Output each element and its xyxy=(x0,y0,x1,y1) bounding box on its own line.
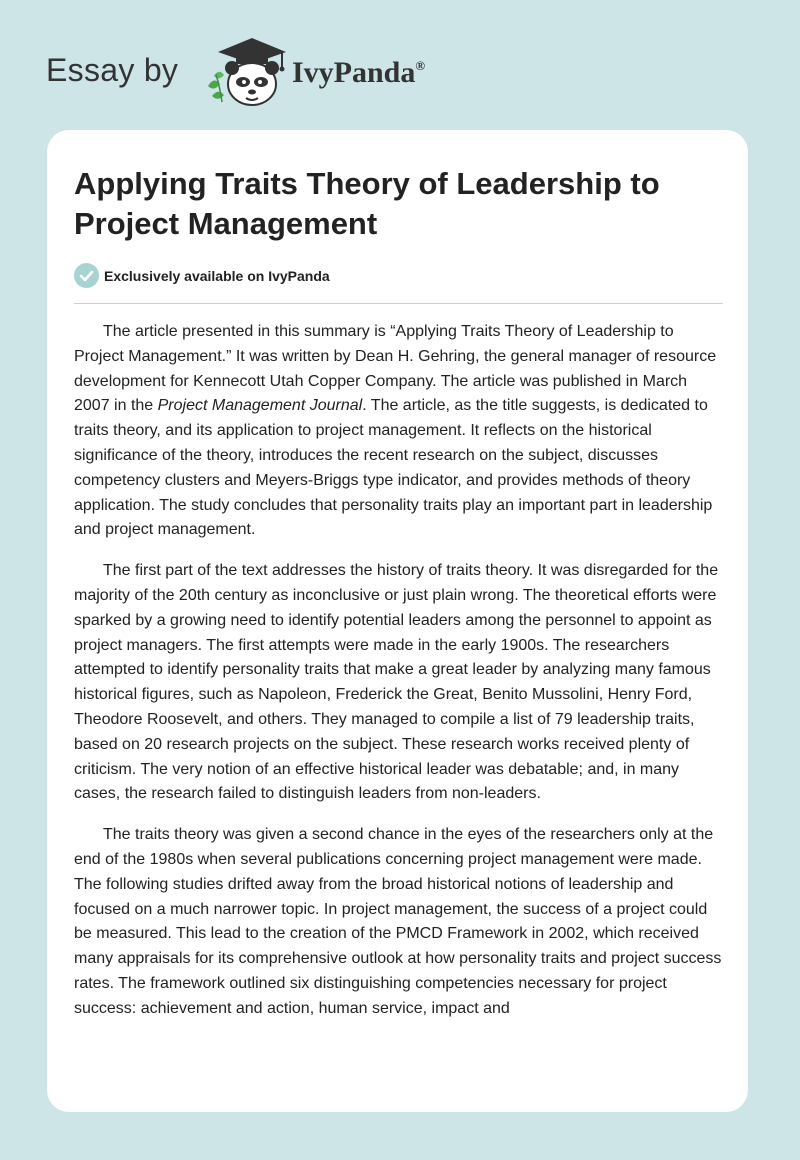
paragraph: The first part of the text addresses the history of traits theory. It was disregarded for the majority of the 20th century as inconclusive or just plain wrong. The theoretical efforts were sparked by a growing need to identify potential leaders among the personnel to appoint as project managers. The first attempts were made in the early 1900s. The researchers attempted to identify personality traits that make a great leader by analyzing many famous historical figures, such as Napoleon, Frederick the Great, Benito Mussolini, Henry Ford, Theodore Roosevelt, and others. They managed to compile a list of 79 leadership traits, based on 20 research projects on the subject. These research works received plenty of criticism. The very notion of an effective historical leader was debatable; and, in many cases, the research failed to distinguish leaders from non-leaders. xyxy=(74,562,719,803)
paragraph: The article presented in this summary is “Applying Traits Theory of Leadership to Project Management.” It was written by Dean H. Gehring, the general manager of resource development for Kennecott Utah Copper Company. The article was published in March 2007 in the Project Management Journal. The article, as the title suggests, is dedicated to traits theory, and its application to project management. It reflects on the historical significance of the theory, introduces the recent research on the subject, discusses competency clusters and Meyers-Briggs type indicator, and provides methods of theory application. The study concludes that personality traits play an important part in leadership and project management. xyxy=(74,323,717,539)
paragraph: The traits theory was given a second chance in the eyes of the researchers only at the end of the 1980s when several publications concerning project management were made. The following studies drifted away from the broad historical notions of leadership and focused on a much narrower topic. In project management, the success of a project could be measured. This lead to the creation of the PMCD Framework in 2002, which received many appraisals for its comprehensive outlook at how personality traits and project success rates. The framework outlined six distinguishing competencies necessary for project success: achievement and action, human service, impact and xyxy=(74,826,722,1017)
registered-mark: ® xyxy=(415,58,426,73)
essay-card xyxy=(47,130,748,1112)
exclusive-badge-text: Exclusively available on IvyPanda xyxy=(104,268,330,284)
brand-name: IvyPanda® xyxy=(292,56,426,89)
essay-by-label: Essay by xyxy=(46,52,179,88)
check-circle-icon xyxy=(74,263,99,288)
essay-body xyxy=(74,320,724,1038)
divider xyxy=(74,303,723,304)
panda-graduate-logo-icon xyxy=(202,36,290,108)
essay-title: Applying Traits Theory of Leadership to Project Management xyxy=(74,166,660,241)
site-header xyxy=(46,36,506,108)
journal-title: Project Management Journal xyxy=(157,397,363,415)
exclusive-badge xyxy=(74,263,474,289)
